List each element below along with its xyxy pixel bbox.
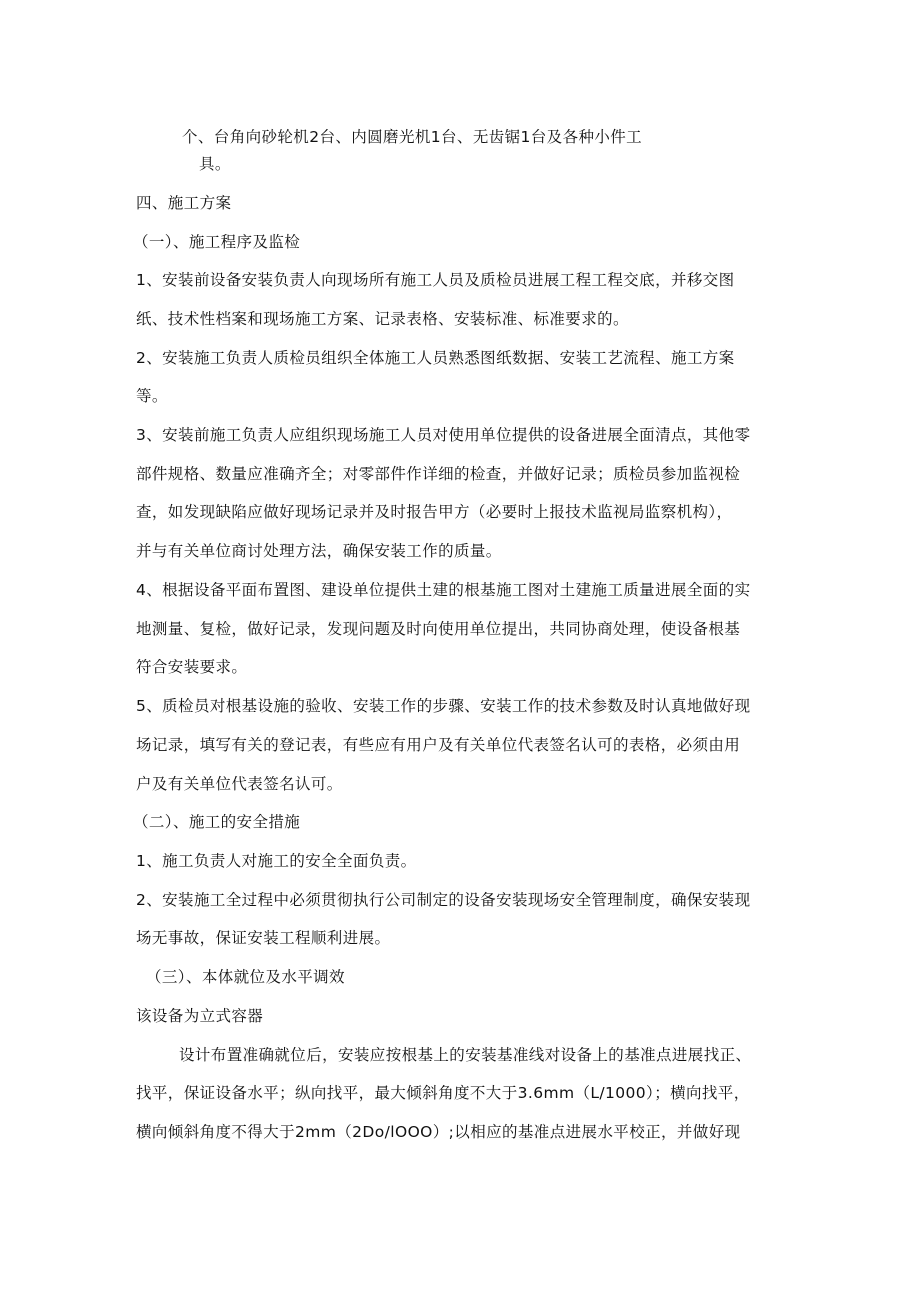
paragraph-line: 横向倾斜角度不得大于2mm（2Do/lOOO）;以相应的基准点进展水平校正，并做好现 — [136, 1123, 741, 1141]
paragraph-line: 查，如发现缺陷应做好现场记录并及时报告甲方（必要时上报技术监视局监察机构）， — [136, 503, 733, 521]
subsection-heading: （二）、施工的安全措施 — [133, 813, 301, 831]
paragraph-line: 该设备为立式容器 — [136, 1007, 264, 1025]
paragraph-line: 等。 — [136, 387, 168, 405]
paragraph-line: 并与有关单位商讨处理方法，确保安装工作的质量。 — [136, 542, 502, 560]
paragraph-line: 1、施工负责人对施工的安全全面负责。 — [136, 852, 417, 870]
paragraph-line: 地测量、复检，做好记录，发现问题及时向使用单位提出，共同协商处理，使设备根基 — [136, 620, 741, 638]
paragraph-line: 户及有关单位代表签名认可。 — [136, 775, 343, 793]
subsection-heading: （一）、施工程序及监检 — [133, 233, 301, 251]
paragraph-line: 3、安装前施工负责人应组织现场施工人员对使用单位提供的设备进展全面清点，其他零 — [136, 426, 751, 444]
paragraph-line: 符合安装要求。 — [136, 658, 248, 676]
paragraph-line: 纸、技术性档案和现场施工方案、记录表格、安装标准、标准要求的。 — [136, 310, 629, 328]
paragraph-line: 5、质检员对根基设施的验收、安装工作的步骤、安装工作的技术参数及时认真地做好现 — [136, 697, 751, 715]
paragraph-line: 设计布置准确就位后，安装应按根基上的安装基准线对设备上的基准点进展找正、 — [179, 1046, 752, 1064]
paragraph-line: 4、根据设备平面布置图、建设单位提供土建的根基施工图对土建施工质量进展全面的实 — [136, 581, 751, 599]
paragraph-line: 场无事故，保证安装工程顺利进展。 — [136, 929, 391, 947]
paragraph-line: 1、安装前设备安装负责人向现场所有施工人员及质检员进展工程工程交底，并移交图 — [136, 271, 735, 289]
paragraph-line: 具。 — [199, 155, 231, 173]
subsection-heading: （三）、本体就位及水平调效 — [146, 968, 345, 986]
paragraph-line: 场记录，填写有关的登记表，有些应有用户及有关单位代表签名认可的表格，必须由用 — [136, 736, 741, 754]
paragraph-line: 部件规格、数量应准确齐全；对零部件作详细的检查，并做好记录；质检员参加监视检 — [136, 465, 741, 483]
paragraph-line: 个、台角向砂轮机2台、内圆磨光机1台、无齿锯1台及各种小件工 — [182, 128, 643, 146]
paragraph-line: 2、安装施工负责人质检员组织全体施工人员熟悉图纸数据、安装工艺流程、施工方案 — [136, 349, 735, 367]
paragraph-line: 找平，保证设备水平；纵向找平，最大倾斜角度不大于3.6mm（L/1000）；横向找平， — [136, 1084, 750, 1102]
paragraph-line: 2、安装施工全过程中必须贯彻执行公司制定的设备安装现场安全管理制度，确保安装现 — [136, 891, 751, 909]
section-heading: 四、施工方案 — [136, 194, 232, 212]
